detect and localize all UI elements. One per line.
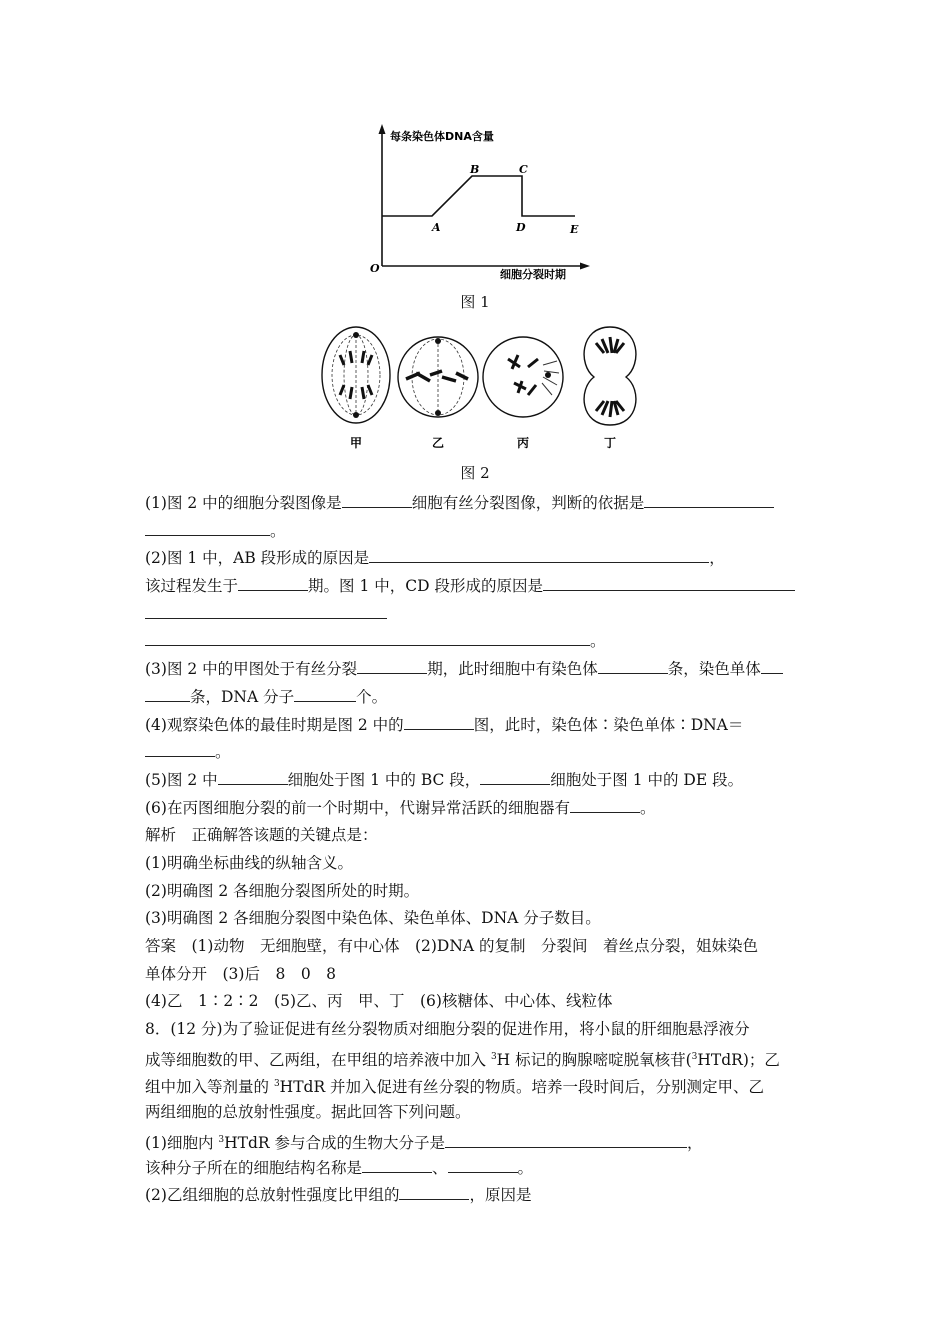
cell-bing-illustration xyxy=(483,337,563,417)
q8-line-1: 8．(12 分)为了验证促进有丝分裂物质对细胞分裂的促进作用，将小鼠的肝细胞悬浮液分 xyxy=(145,1020,750,1039)
cell-yi-illustration xyxy=(398,337,478,417)
q4-line-1: (4)观察染色体的最佳时期是图 2 中的 图，此时，染色体∶染色单体∶DNA＝ xyxy=(145,712,810,740)
q8-sub1-line-2: 该种分子所在的细胞结构名称是 、 。 xyxy=(145,1155,810,1183)
q1-blank-2[interactable] xyxy=(644,491,774,508)
figure-2-cells xyxy=(318,325,648,455)
analysis-point-2: (2)明确图 2 各细胞分裂图所处的时期。 xyxy=(145,881,420,900)
figure-1-caption: 图 1 xyxy=(460,293,490,311)
cell-jia-label: 甲 xyxy=(350,436,363,450)
dna-curve xyxy=(382,176,575,216)
q4-blank-1[interactable] xyxy=(404,713,474,730)
q3-blank-3-cont[interactable] xyxy=(145,685,190,702)
analysis-point-3: (3)明确图 2 各细胞分裂图中染色体、染色单体、DNA 分子数目。 xyxy=(145,909,601,928)
q2-blank-3-cont[interactable] xyxy=(145,602,387,619)
q8-line-3: 组中加入等剂量的 $^3$HTdR 并加入促进有丝分裂的物质。培养一段时间后，分别测定甲、乙 xyxy=(145,1078,765,1097)
q2-line-1: (2)图 1 中，AB 段形成的原因是 ， xyxy=(145,545,810,573)
q1-blank-1[interactable] xyxy=(342,491,412,508)
cell-ding-illustration xyxy=(584,327,636,425)
q8-sub1-line: (1)细胞内 $^3$HTdR 参与合成的生物大分子是 ， xyxy=(145,1127,810,1155)
q3-line-1: (3)图 2 中的甲图处于有丝分裂 期，此时细胞中有染色体 条，染色单体 xyxy=(145,656,810,684)
q2-line-4: 。 xyxy=(145,628,810,656)
q1-blank-2-cont[interactable] xyxy=(145,519,270,536)
answer-line-1: 答案 (1)动物 无细胞壁，有中心体 (2)DNA 的复制 分裂间 着丝点分裂，姐妹染色 xyxy=(145,937,759,955)
point-b-label: B xyxy=(470,163,480,176)
q5-line: (5)图 2 中 细胞处于图 1 中的 BC 段， 细胞处于图 1 中的 DE 段。 xyxy=(145,767,810,795)
q8-sub1-blank-2[interactable] xyxy=(362,1156,432,1173)
cell-yi-label: 乙 xyxy=(432,436,445,450)
q6-blank[interactable] xyxy=(570,796,640,813)
cell-bing-label: 丙 xyxy=(517,436,530,450)
origin-label: O xyxy=(370,262,380,275)
question-text xyxy=(145,490,810,1210)
q1-line-1: (1)图 2 中的细胞分裂图像是 细胞有丝分裂图像，判断的依据是 xyxy=(145,490,810,518)
q5-blank-2[interactable] xyxy=(480,768,550,785)
point-c-label: C xyxy=(519,163,528,176)
q3-blank-1[interactable] xyxy=(357,657,427,674)
analysis-point-1: (1)明确坐标曲线的纵轴含义。 xyxy=(145,853,353,872)
q8-line-2: 成等细胞数的甲、乙两组，在甲组的培养液中加入 $^3$H 标记的胸腺嘧啶脱氧核苷($^3$HTdR)；乙 xyxy=(145,1050,780,1069)
q3-blank-2[interactable] xyxy=(598,657,668,674)
x-axis-label: 细胞分裂时期 xyxy=(500,268,566,281)
cell-ding-label: 丁 xyxy=(604,436,617,450)
q2-blank-3[interactable] xyxy=(543,574,795,591)
point-a-label: A xyxy=(432,221,441,234)
q2-line-2: 该过程发生于 期。图 1 中，CD 段形成的原因是 xyxy=(145,573,810,601)
q1-line-2: 。 xyxy=(145,518,810,546)
point-e-label: E xyxy=(570,223,579,236)
figure-2-caption: 图 2 xyxy=(460,464,490,482)
y-axis-label: 每条染色体DNA含量 xyxy=(390,130,494,143)
analysis-head: 解析 正确解答该题的关键点是： xyxy=(145,826,378,845)
q2-blank-3-end[interactable] xyxy=(145,629,590,646)
answer-line-3: (4)乙 1∶2∶2 (5)乙、丙 甲、丁 (6)核糖体、中心体、线粒体 xyxy=(145,992,613,1011)
x-axis-arrow-icon xyxy=(580,263,590,270)
answer-line-2: 单体分开 (3)后 8 0 8 xyxy=(145,964,337,983)
q6-line: (6)在丙图细胞分裂的前一个时期中，代谢异常活跃的细胞器有 。 xyxy=(145,795,810,823)
q3-blank-4[interactable] xyxy=(294,685,356,702)
q3-line-2: 条，DNA 分子 个。 xyxy=(145,684,810,712)
q2-blank-2[interactable] xyxy=(238,574,308,591)
y-axis-arrow-icon xyxy=(379,124,386,134)
q8-line-4: 两组细胞的总放射性强度。据此回答下列问题。 xyxy=(145,1103,471,1122)
q8-sub2-line: (2)乙组细胞的总放射性强度比甲组的 ，原因是 xyxy=(145,1182,810,1210)
figure-1-chart xyxy=(360,118,600,288)
q4-blank-2[interactable] xyxy=(145,740,215,757)
cell-jia-illustration xyxy=(322,327,390,423)
q8-sub1-blank[interactable] xyxy=(445,1131,687,1148)
q2-blank-1[interactable] xyxy=(369,546,709,563)
q5-blank-1[interactable] xyxy=(218,768,288,785)
q3-blank-3[interactable] xyxy=(761,657,783,674)
point-d-label: D xyxy=(516,221,526,234)
q8-sub1-blank-3[interactable] xyxy=(448,1156,518,1173)
q8-sub2-blank[interactable] xyxy=(399,1183,469,1200)
q4-line-2: 。 xyxy=(145,739,810,767)
q2-line-3 xyxy=(145,601,810,629)
